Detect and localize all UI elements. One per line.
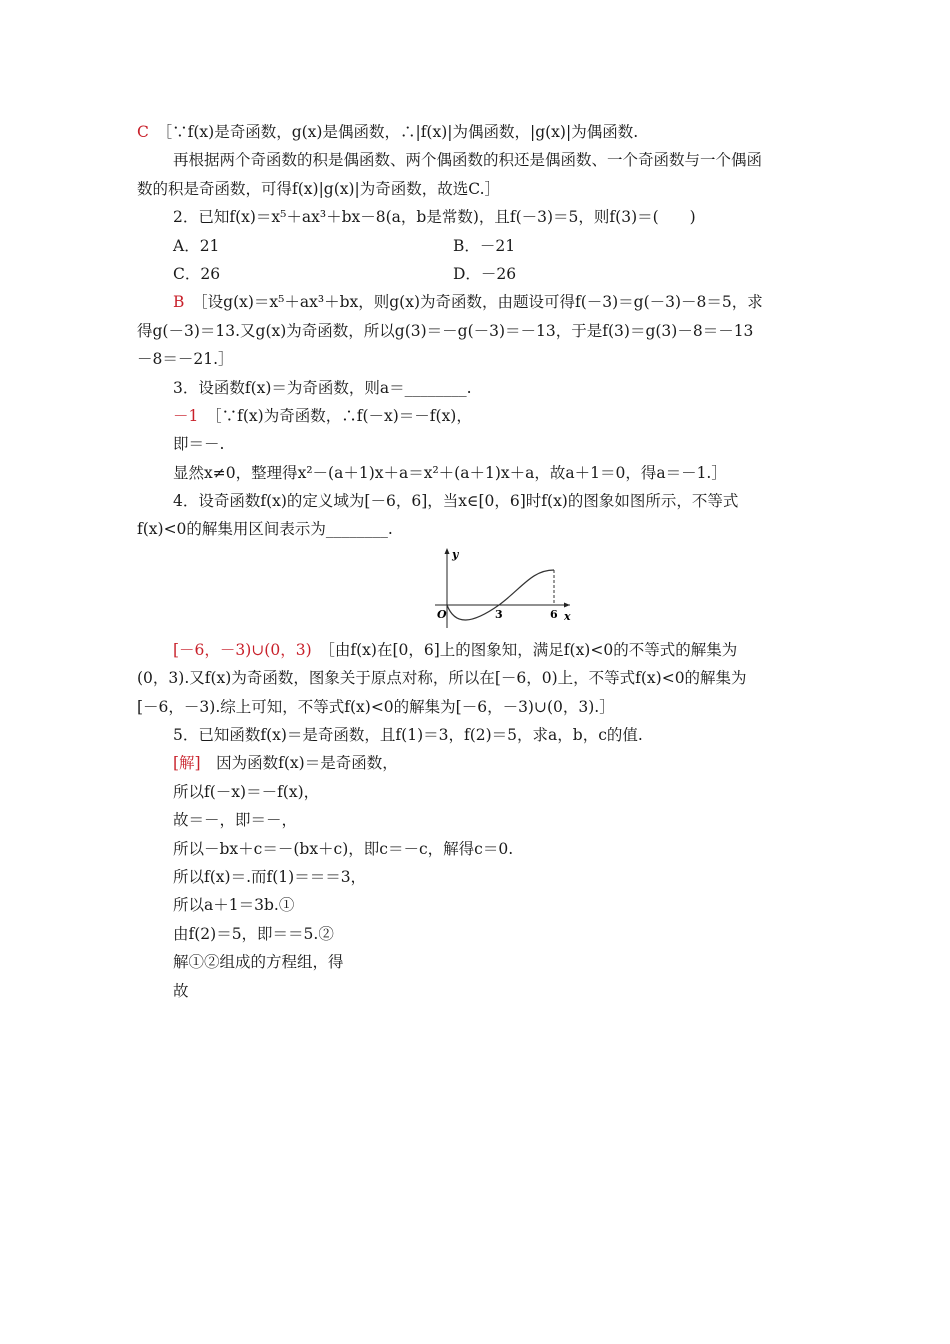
text-line: 所以f(－x)＝－f(x)，	[173, 782, 320, 801]
y-label: y	[452, 547, 459, 561]
text-line: B ［设g(x)＝x⁵＋ax³＋bx，则g(x)为奇函数，由题设可得f(－3)＝g(－3)－8＝5，求	[173, 293, 763, 312]
text-line: －8＝－21.］	[137, 350, 234, 369]
function-graph	[137, 546, 817, 634]
x-axis-arrow	[564, 602, 570, 607]
text-line: 由f(2)＝5，即＝＝5.②	[173, 924, 334, 943]
question-5: 5．已知函数f(x)＝是奇函数，且f(1)＝3，f(2)＝5，求a，b，c的值.	[173, 726, 643, 745]
text-line: [－6，－3)∪(0，3) ［由f(x)在[0，6]上的图象知，满足f(x)<0的不等式的解集为	[173, 640, 738, 659]
x-label: x	[564, 609, 571, 623]
option-d: D．－26	[453, 264, 517, 283]
text-line: f(x)<0的解集用区间表示为________.	[137, 520, 393, 539]
text-line: 即＝－.	[173, 435, 225, 454]
text-line: [解] 因为函数f(x)＝是奇函数，	[173, 754, 398, 773]
text-line: C ［∵f(x)是奇函数，g(x)是偶函数，∴|f(x)|为偶函数，|g(x)|为偶函数.	[137, 123, 639, 141]
answer-tag: B	[173, 293, 185, 312]
question-4: 4．设奇函数f(x)的定义域为[－6，6]，当x∈[0，6]时f(x)的图象如图所示，不等式	[173, 492, 739, 511]
text-line: 所以a＋1＝3b.①	[173, 896, 295, 915]
graph-svg	[427, 546, 577, 634]
y-axis-arrow	[445, 548, 450, 554]
text-line: (0，3).又f(x)为奇函数，图象关于原点对称，所以在[－6，0)上，不等式f(x)<0的解集为	[137, 669, 747, 688]
option-a: A．21	[173, 236, 220, 255]
tick-label-6: 6	[550, 607, 558, 621]
question-2: 2．已知f(x)＝x⁵＋ax³＋bx－8(a，b是常数)，且f(－3)＝5，则f(3)＝( )	[173, 208, 696, 227]
text-line: 故	[173, 981, 189, 1000]
option-row	[137, 232, 817, 260]
solution-tag: [解]	[173, 754, 201, 773]
origin-label: O	[437, 607, 447, 621]
question-3: 3．设函数f(x)＝为奇函数，则a＝________.	[173, 378, 472, 397]
text-line: 数的积是奇函数，可得f(x)|g(x)|为奇函数，故选C.］	[137, 179, 501, 198]
option-b: B．－21	[453, 236, 516, 255]
option-c: C．26	[173, 264, 221, 283]
text-line: 故＝－，即＝－，	[173, 811, 298, 830]
text-line: 再根据两个奇函数的积是偶函数、两个偶函数的积还是偶函数、一个奇函数与一个偶函	[173, 151, 763, 170]
text-line: 显然x≠0，整理得x²－(a＋1)x＋a＝x²＋(a＋1)x＋a，故a＋1＝0，得a＝－1.］	[173, 463, 727, 482]
tick-label-3: 3	[495, 607, 503, 621]
answer-tag: －1	[173, 406, 199, 425]
text-line: 解①②组成的方程组，得	[173, 953, 344, 972]
document-content	[137, 118, 817, 1005]
answer-tag: C	[137, 123, 149, 141]
text-line: 所以f(x)＝.而f(1)＝＝＝3，	[173, 867, 367, 886]
option-row	[137, 260, 817, 288]
text-line: 所以－bx＋c＝－(bx＋c)，即c＝－c，解得c＝0.	[173, 839, 514, 858]
text-line: 得g(－3)＝13.又g(x)为奇函数，所以g(3)＝－g(－3)＝－13，于是f(3)＝g(3)－8＝－13	[137, 321, 754, 340]
answer-tag: [－6，－3)∪(0，3)	[173, 640, 312, 659]
text-line: －1 ［∵f(x)为奇函数，∴f(－x)＝－f(x)，	[173, 406, 472, 425]
text-line: [－6，－3).综上可知，不等式f(x)<0的解集为[－6，－3)∪(0，3).］	[137, 697, 615, 716]
